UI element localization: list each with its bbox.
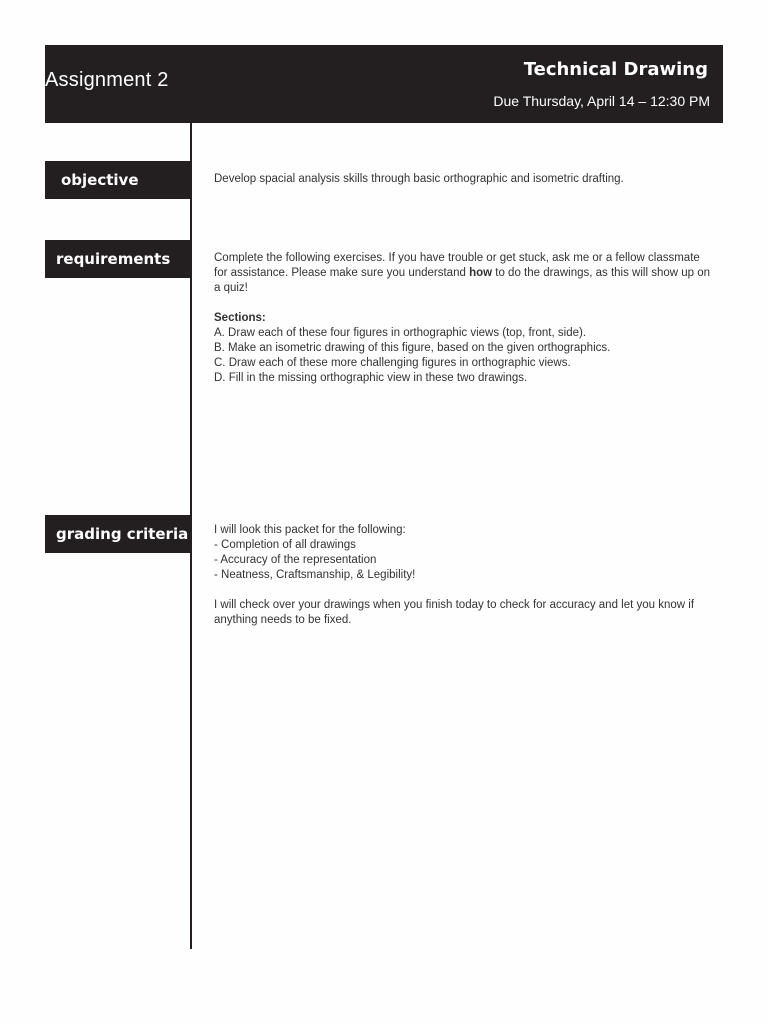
course-title: Technical Drawing bbox=[523, 59, 708, 80]
requirements-intro-start: Complete the following exercises. If you have trouble or get stuck, ask me or a fellow classmate for assistance. Please make sure you understand bbox=[214, 252, 700, 279]
section-item-d: D. Fill in the missing orthographic view in these two drawings. bbox=[214, 372, 528, 384]
grading-item: - Accuracy of the representation bbox=[214, 554, 377, 566]
objective-text bbox=[214, 172, 714, 187]
sections-heading: Sections: bbox=[214, 312, 266, 324]
section-item-a: A. Draw each of these four figures in orthographic views (top, front, side). bbox=[214, 327, 587, 339]
assignment-title: Assignment 2 bbox=[45, 69, 169, 91]
grading-item: - Completion of all drawings bbox=[214, 539, 356, 551]
grading-item: - Neatness, Craftsmanship, & Legibility! bbox=[214, 569, 416, 581]
grading-text bbox=[214, 523, 714, 628]
grading-criteria-label: grading criteria bbox=[45, 515, 191, 553]
requirements-intro-end: to do the drawings, as this will show up on a quiz! bbox=[214, 267, 711, 294]
grading-closing: I will check over your drawings when you finish today to check for accuracy and let you know if anything needs to be fixed. bbox=[214, 599, 695, 626]
header-banner bbox=[45, 45, 723, 123]
objective-paragraph: Develop spacial analysis skills through basic orthographic and isometric drafting. bbox=[214, 173, 624, 185]
section-item-c: C. Draw each of these more challenging figures in orthographic views. bbox=[214, 357, 571, 369]
objective-label: objective bbox=[45, 161, 191, 199]
requirements-text bbox=[214, 251, 714, 386]
grading-intro: I will look this packet for the following: bbox=[214, 524, 406, 536]
requirements-intro-bold: how bbox=[469, 267, 493, 279]
due-date: Due Thursday, April 14 – 12:30 PM bbox=[493, 93, 710, 109]
section-item-b: B. Make an isometric drawing of this figure, based on the given orthographics. bbox=[214, 342, 611, 354]
requirements-intro bbox=[214, 251, 714, 296]
requirements-label: requirements bbox=[45, 240, 191, 278]
